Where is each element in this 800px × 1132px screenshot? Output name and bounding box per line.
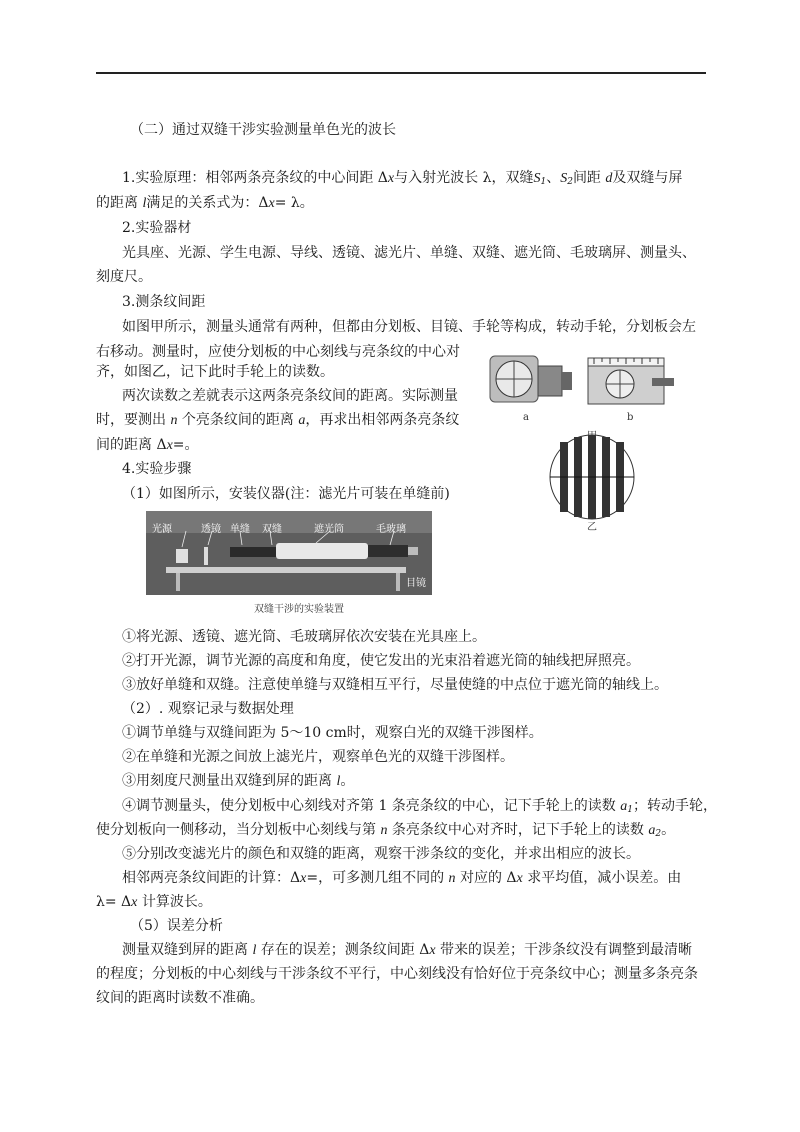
para3-line-2: 右移动。测量时，应使分划板的中心刻线与亮条纹的中心对 xyxy=(96,344,460,360)
var-n: n xyxy=(380,823,388,838)
text: 、 xyxy=(546,170,561,186)
principle-line-1 xyxy=(122,168,682,192)
section-title: （二）通过双缝干涉实验测量单色光的波长 xyxy=(130,122,396,138)
obs-d2: ②在单缝和光源之间放上滤光片，观察单色光的双缝干涉图样。 xyxy=(122,749,514,765)
obs-d5: ⑤分别改变滤光片的颜色和双缝的距离，观察干涉条纹的变化，并求出相应的波长。 xyxy=(122,846,640,862)
label-eyepiece: 目镜 xyxy=(406,578,426,589)
var-x: x xyxy=(268,196,275,211)
bench-leg-right xyxy=(396,573,400,591)
label-lens: 透镜 xyxy=(201,524,221,535)
label-b: b xyxy=(627,412,634,423)
var-s1: S xyxy=(533,171,541,186)
lens-holder xyxy=(204,547,208,565)
var-x: x xyxy=(387,171,395,186)
text: 求平均值，减小误差。由 xyxy=(522,870,682,886)
step-c3: ③放好单缝和双缝。注意使单缝与双缝相互平行，尽量使缝的中点位于遮光筒的轴线上。 xyxy=(122,677,668,693)
text: 测量双缝到屏的距离 xyxy=(122,942,253,958)
para3-line-4: 两次读数之差就表示这两条亮条纹间的距离。实际测量 xyxy=(122,388,458,404)
text: ③用刻度尺测量出双缝到屏的距离 xyxy=(122,773,337,789)
var-x: x xyxy=(131,895,138,910)
text: 使分划板向一侧移动，当分划板中心刻线与第 xyxy=(96,822,381,838)
error-line-1 xyxy=(122,940,692,961)
var-a: a xyxy=(298,413,306,428)
text: ；转动手轮， xyxy=(633,798,717,814)
obs-d3 xyxy=(122,771,354,792)
obs-d1: ①调节单缝与双缝间距为 5～10 cm时，观察白光的双缝干涉图样。 xyxy=(122,725,543,741)
head-a-knob xyxy=(538,366,562,396)
label-jia: 甲 xyxy=(587,431,597,442)
calc-line-1 xyxy=(122,868,681,889)
equipment-line-1: 光具座、光源、学生电源、导线、透镜、滤光片、单缝、双缝、遮光筒、毛玻璃屏、测量头、 xyxy=(122,245,696,261)
text: 存在的误差；测条纹间距 Δ xyxy=(256,942,430,958)
heading-fringe-spacing: 3.测条纹间距 xyxy=(122,294,206,310)
text: = λ。 xyxy=(274,195,314,211)
sub: 1 xyxy=(627,805,633,815)
text: 间距 xyxy=(572,170,606,186)
head-b-knob xyxy=(652,378,674,386)
heading-observation: （2）. 观察记录与数据处理 xyxy=(122,701,294,717)
light-source xyxy=(176,549,188,563)
var-a2: a xyxy=(648,823,656,838)
head-a-shaft xyxy=(562,372,572,390)
heading-error-analysis: （5）误差分析 xyxy=(130,918,223,934)
var-l: l xyxy=(336,774,341,789)
text: 个亮条纹间的距离 xyxy=(177,412,299,428)
label-yi: 乙 xyxy=(587,522,597,533)
optical-bench xyxy=(166,567,406,573)
text: 。 xyxy=(340,773,355,789)
var-a1: a xyxy=(620,799,628,814)
text: ④调节测量头，使分划板中心刻线对齐第 1 条亮条纹的中心，记下手轮上的读数 xyxy=(122,798,621,814)
error-line-3: 纹间的距离时读数不准确。 xyxy=(96,990,264,1006)
step-c2: ②打开光源，调节光源的高度和角度，使它发出的光束沿着遮光筒的轴线把屏照亮。 xyxy=(122,653,640,669)
calc-line-2 xyxy=(96,892,212,913)
text: 条亮条纹中心对齐时，记下手轮上的读数 xyxy=(387,822,649,838)
var-l: l xyxy=(142,196,147,211)
var-d: d xyxy=(605,171,613,186)
label-single-slit: 单缝 xyxy=(230,524,250,535)
sub: 2 xyxy=(655,829,662,839)
text: =。 xyxy=(172,437,199,453)
obs-d4-line-1 xyxy=(122,796,717,820)
text: 与入射光波长 λ，双缝 xyxy=(394,170,534,186)
heading-equipment: 2.实验器材 xyxy=(122,220,192,236)
text: 相邻两亮条纹间距的计算：Δ xyxy=(122,870,301,886)
var-x: x xyxy=(166,438,173,453)
text: 带来的误差；干涉条纹没有调整到最清晰 xyxy=(435,942,693,958)
principle-line-2 xyxy=(96,193,314,214)
var-x: x xyxy=(516,871,523,886)
text: 的距离 xyxy=(96,195,143,211)
error-line-2: 的程度；分划板的中心刻线与干涉条纹不平行，中心刻线没有恰好位于亮条纹中心；测量多条亮条 xyxy=(96,966,698,982)
step-c1: ①将光源、透镜、遮光筒、毛玻璃屏依次安装在光具座上。 xyxy=(122,629,486,645)
var-x: x xyxy=(300,871,307,886)
eyepiece-end xyxy=(408,547,418,555)
text: 满足的关系式为：Δ xyxy=(146,195,269,211)
text: 计算波长。 xyxy=(137,894,212,910)
text: λ= Δ xyxy=(96,894,132,910)
para3-line-3: 齐，如图乙，记下此时手轮上的读数。 xyxy=(96,364,334,380)
bench-leg-left xyxy=(176,573,180,591)
sub: 2 xyxy=(567,177,573,187)
var-l: l xyxy=(252,943,257,958)
text: 1.实验原理：相邻两条亮条纹的中心间距 Δ xyxy=(122,170,388,186)
apparatus-caption: 双缝干涉的实验装置 xyxy=(254,604,344,615)
text: 间的距离 Δ xyxy=(96,437,167,453)
header-rule xyxy=(96,72,706,74)
eyepiece-tube xyxy=(368,545,408,557)
label-ground-glass: 毛玻璃 xyxy=(376,524,406,535)
label-double-slit: 双缝 xyxy=(262,524,282,535)
equipment-line-2: 刻度尺。 xyxy=(96,269,152,285)
text: 及双缝与屏 xyxy=(612,170,683,186)
text: ，再求出相邻两条亮条纹 xyxy=(305,412,460,428)
obs-d4-line-2 xyxy=(96,820,675,844)
var-n: n xyxy=(448,871,456,886)
para3-line-6 xyxy=(96,435,199,456)
text: 。 xyxy=(661,822,676,838)
label-shading-tube: 遮光筒 xyxy=(314,524,344,535)
text: =，可多测几组不同的 xyxy=(306,870,449,886)
slit-tube xyxy=(230,547,280,557)
label-a: a xyxy=(523,412,529,423)
para3-line-1: 如图甲所示，测量头通常有两种，但都由分划板、目镜、手轮等构成，转动手轮，分划板会左 xyxy=(122,319,696,335)
label-light-source: 光源 xyxy=(152,524,172,535)
shading-tube xyxy=(276,543,368,559)
text: 对应的 Δ xyxy=(455,870,517,886)
text: 时，要测出 xyxy=(96,412,171,428)
para3-line-5 xyxy=(96,410,459,431)
heading-steps: 4.实验步骤 xyxy=(122,461,192,477)
var-n: n xyxy=(170,413,178,428)
var-x: x xyxy=(429,943,436,958)
sub: 1 xyxy=(540,177,547,187)
var-s2: S xyxy=(560,171,568,186)
step-1: （1）如图所示，安装仪器(注：滤光片可装在单缝前) xyxy=(122,486,450,502)
